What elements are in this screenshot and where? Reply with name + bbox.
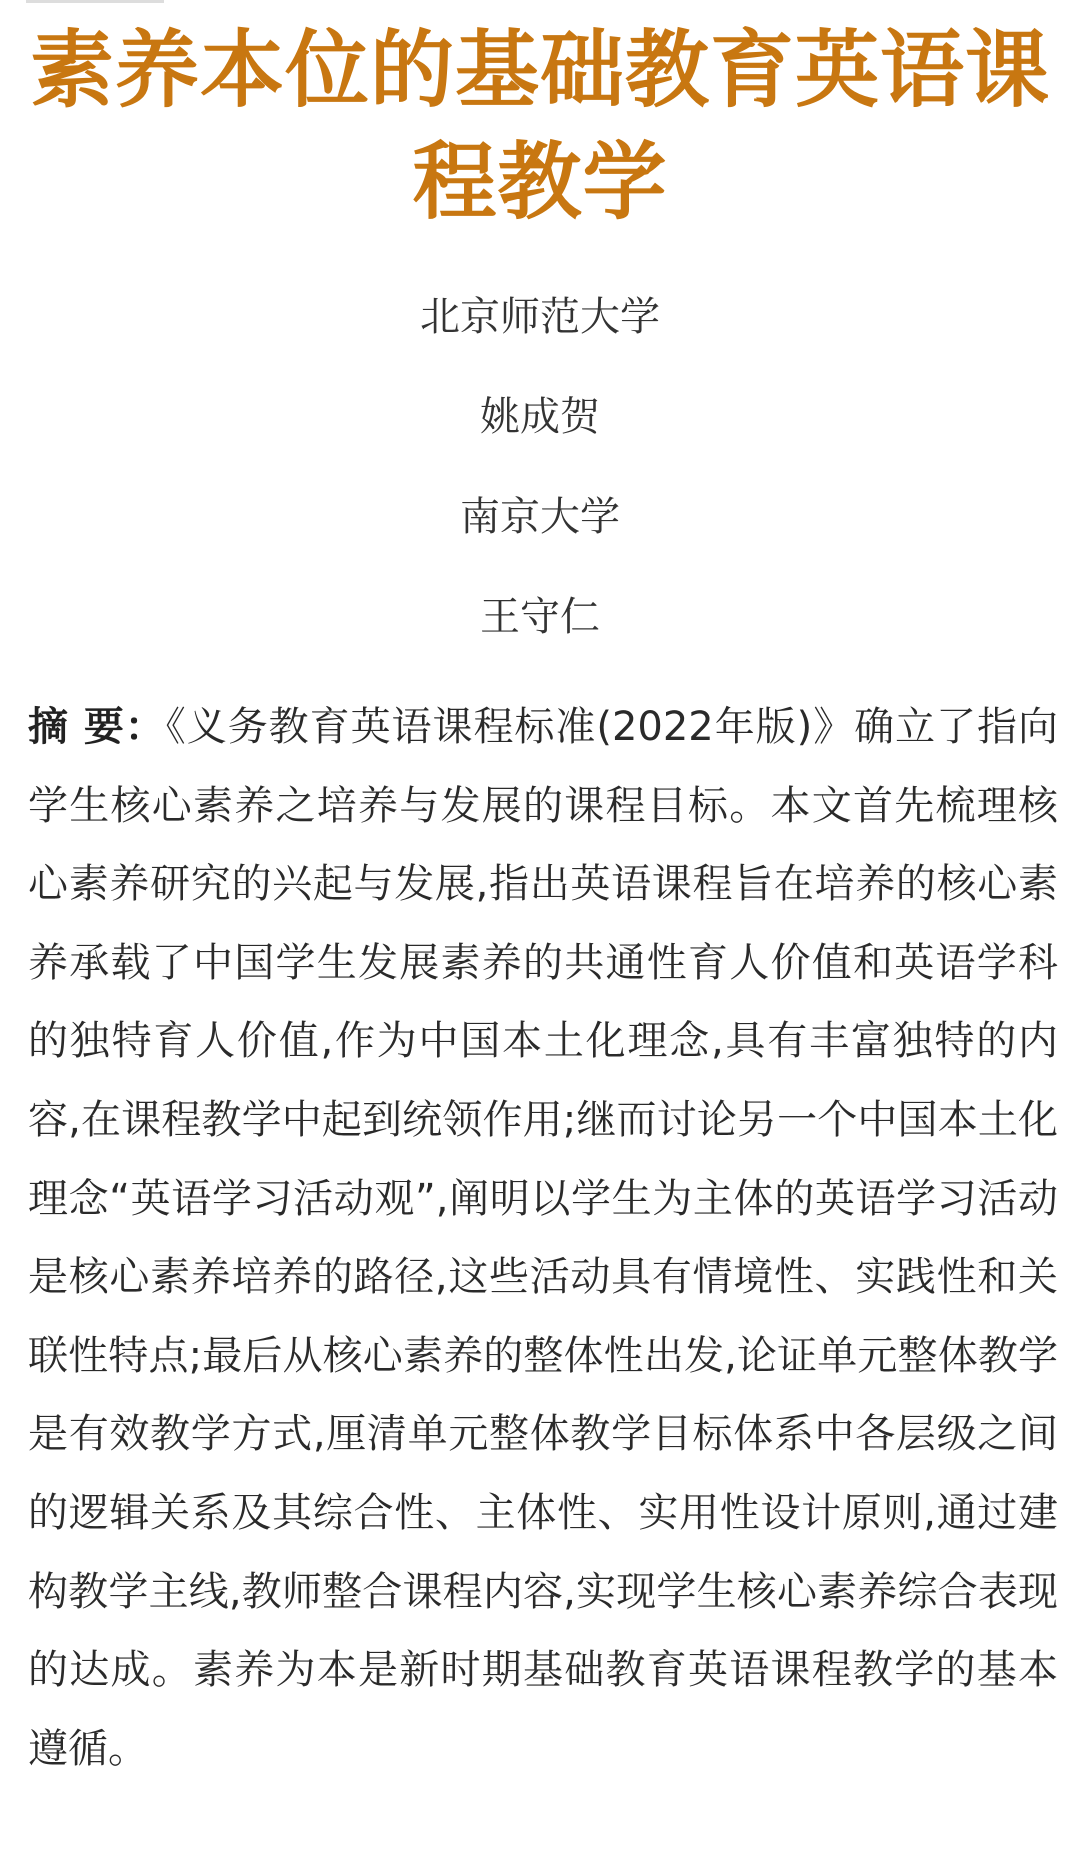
affiliation-beijing-normal: 北京师范大学 xyxy=(420,294,660,340)
abstract-label: 摘 要： xyxy=(28,704,166,750)
top-tab-indicator xyxy=(26,0,164,3)
author-yao-chenghe: 姚成贺 xyxy=(480,394,600,440)
author-wang-shouren: 王守仁 xyxy=(480,594,600,640)
abstract-text: 《义务教育英语课程标准(2022年版)》确立了指向学生核心素养之培养与发展的课程目标。本文首先梳理核心素养研究的兴起与发展,指出英语课程旨在培养的核心素养承载了中国学生发展素养的共通性育人价值和英语学科的独特育人价值,作为中国本土化理念,具有丰富独特的内容,在课程教学中起到统领作用;继而讨论另一个中国本土化理念“英语学习活动观”,阐明以学生为主体的英语学习活动是核心素养培养的路径,这些活动具有情境性、实践性和关联性特点;最后从核心素养的整体性出发,论证单元整体教学是有效教学方式,厘清单元整体教学目标体系中各层级之间的逻辑关系及其综合性、主体性、实用性设计原则,通过建构教学主线,教师整合课程内容,实现学生核心素养综合表现的达成。素养为本是新时期基础教育英语课程教学的基本遵循。 xyxy=(28,704,1058,1772)
abstract-paragraph xyxy=(28,688,1058,1788)
affiliation-nanjing: 南京大学 xyxy=(460,494,620,540)
article-title: 素养本位的基础教育英语课程教学 xyxy=(29,21,1050,231)
